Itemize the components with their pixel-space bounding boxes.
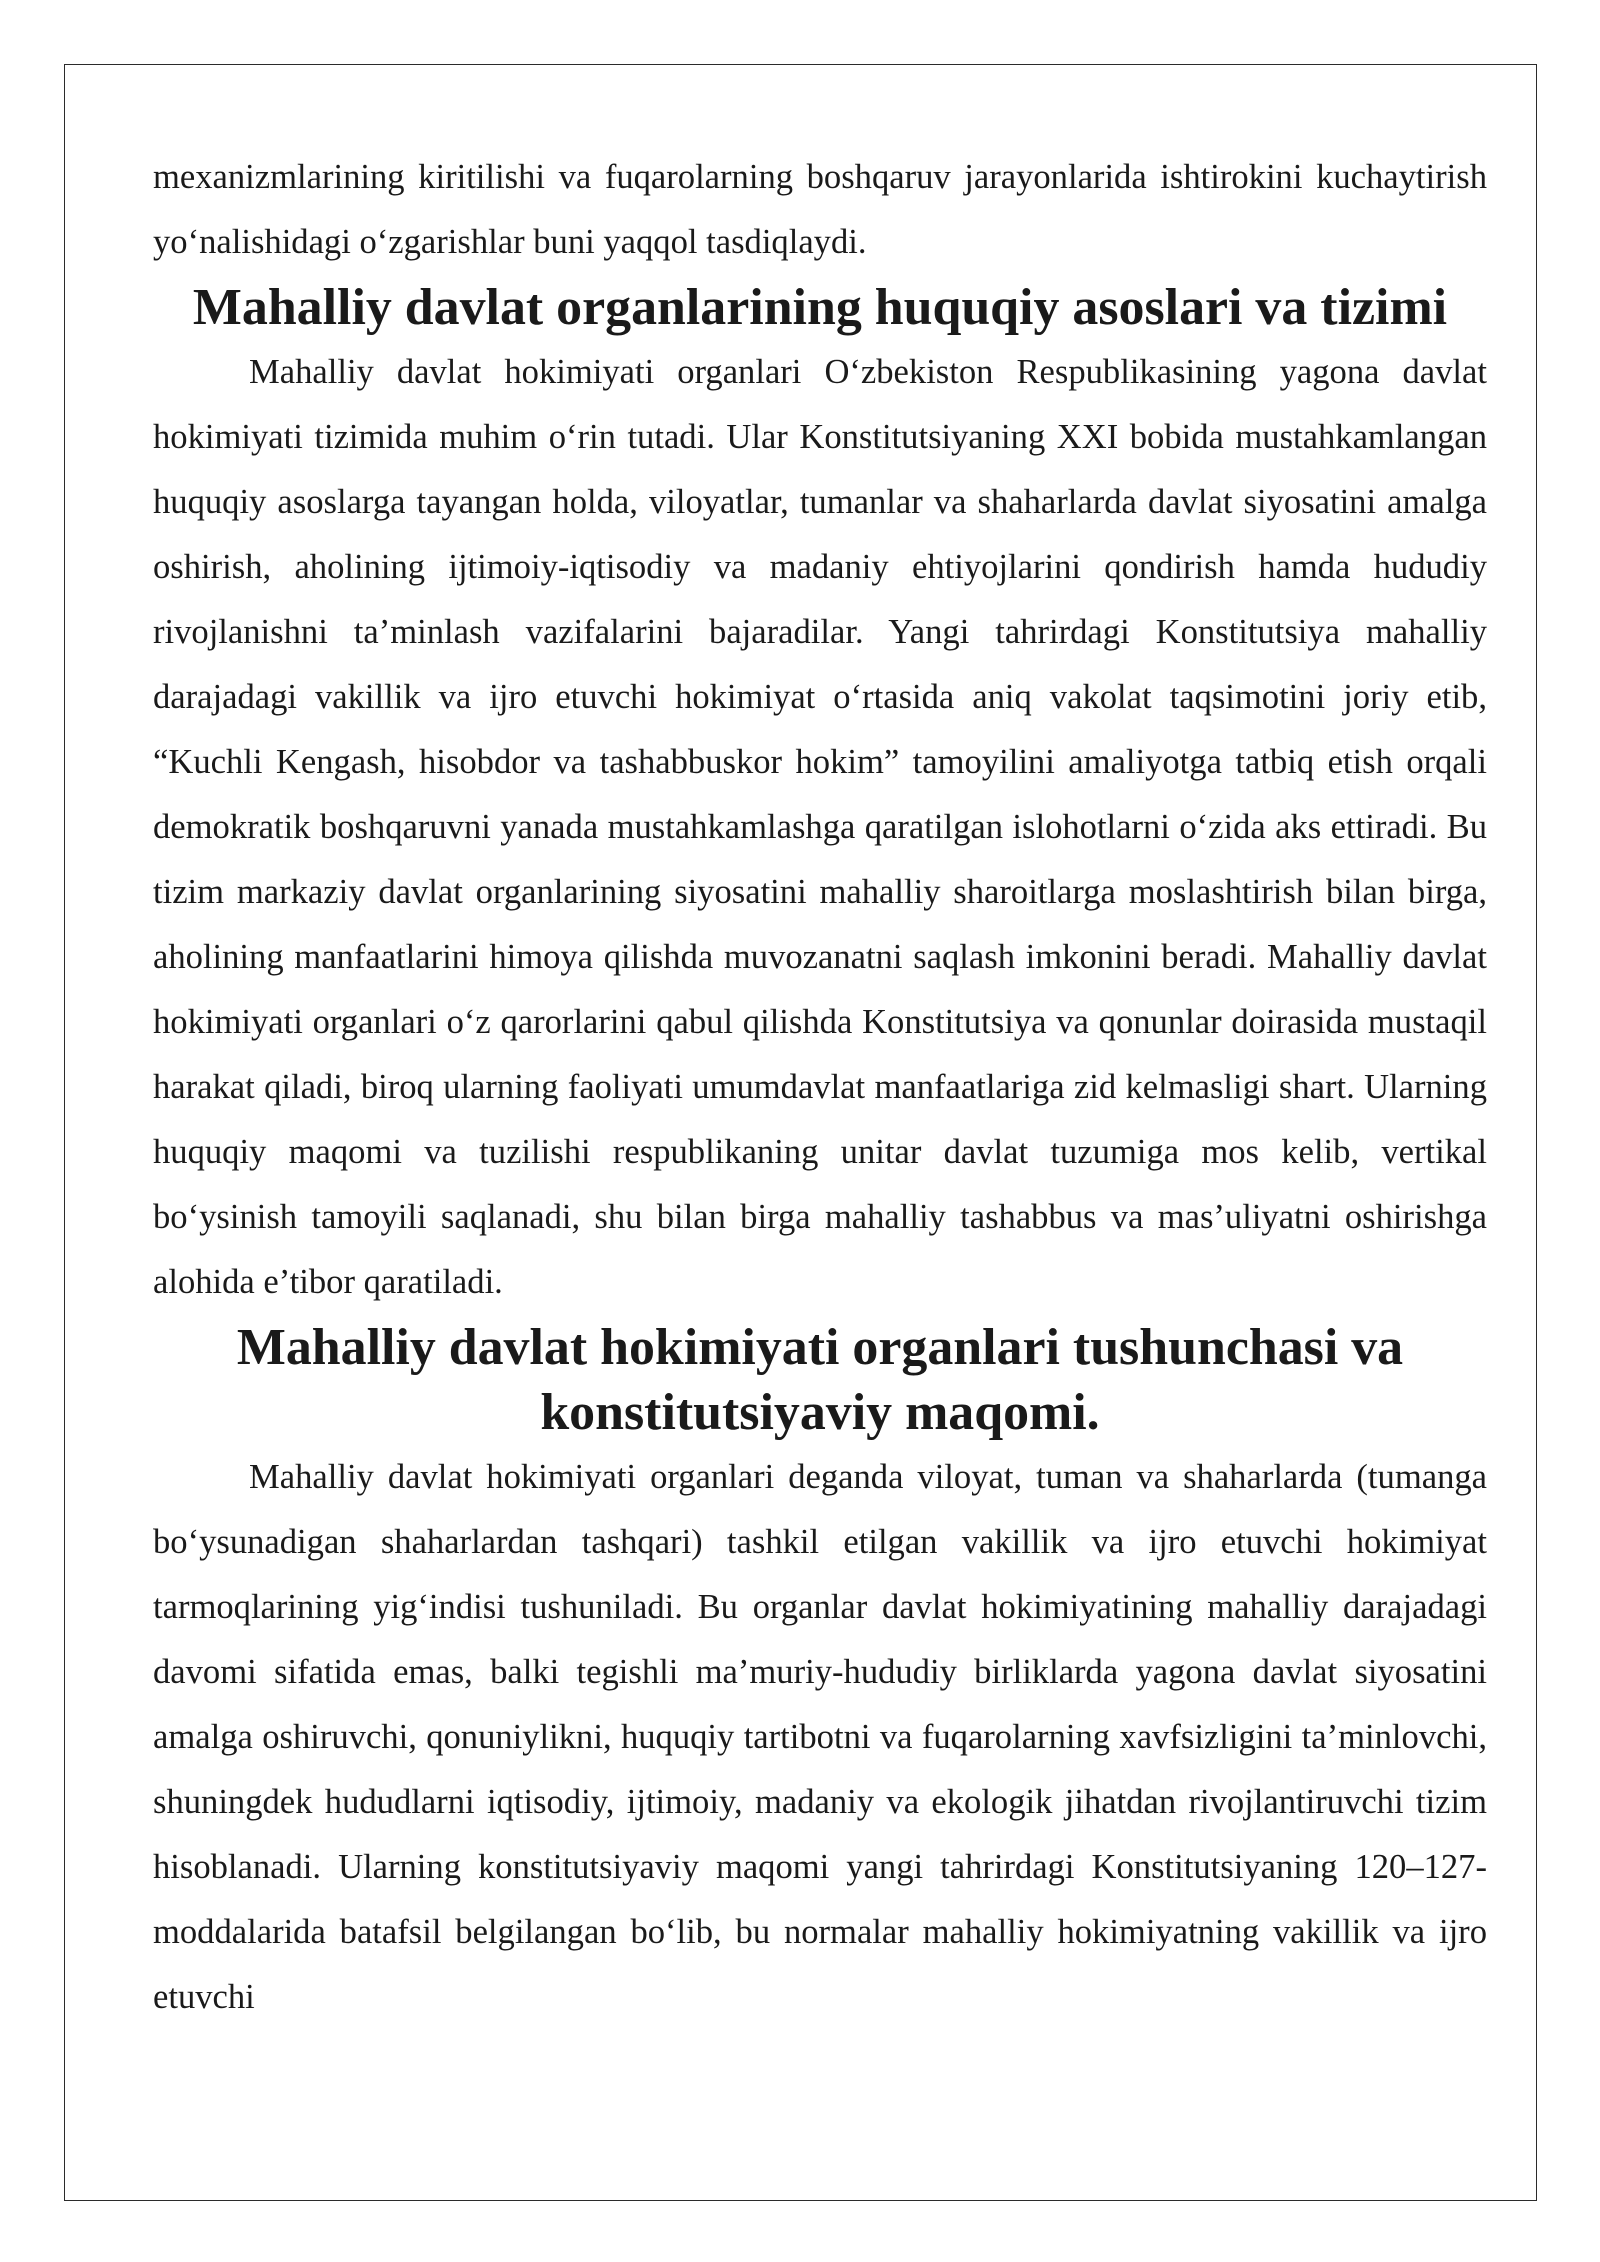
section-heading-constitutional-status: Mahalliy davlat hokimiyati organlari tushunchasi va konstitutsiyaviy maqomi. <box>236 1319 1404 1441</box>
document-body <box>153 145 1487 2030</box>
paragraph-constitutional-status: Mahalliy davlat hokimiyati organlari deganda viloyat, tuman va shaharlarda (tumanga bo‘ysunadigan shaharlardan tashqari) tashkil etilgan vakillik va ijro etuvchi hokimiyat tarmoqlarining yig‘indisi tushuniladi. Bu organlar davlat hokimiyatining mahalliy darajadagi davomi sifatida emas, balki tegishli ma’muriy-hududiy birliklarda yagona davlat siyosatini amalga oshiruvchi, qonuniylikni, huquqiy tartibotni va fuqarolarning xavfsizligini ta’minlovchi, shuningdek hududlarni iqtisodiy, ijtimoiy, madaniy va ekologik jihatdan rivojlantiruvchi tizim hisoblanadi. Ularning konstitutsiyaviy maqomi yangi tahrirdagi Konstitutsiyaning 120–127-moddalarida batafsil belgilangan bo‘lib, bu normalar mahalliy hokimiyatning vakillik va ijro etuvchi <box>153 1458 1487 2016</box>
section-heading-legal-basis: Mahalliy davlat organlarining huquqiy asoslari va tizimi <box>192 279 1448 336</box>
paragraph-legal-basis: Mahalliy davlat hokimiyati organlari O‘zbekiston Respublikasining yagona davlat hokimiyati tizimida muhim o‘rin tutadi. Ular Konstitutsiyaning XXI bobida mustahkamlangan huquqiy asoslarga tayangan holda, viloyatlar, tumanlar va shaharlarda davlat siyosatini amalga oshirish, aholining ijtimoiy-iqtisodiy va madaniy ehtiyojlarini qondirish hamda hududiy rivojlanishni ta’minlash vazifalarini bajaradilar. Yangi tahrirdagi Konstitutsiya mahalliy darajadagi vakillik va ijro etuvchi hokimiyat o‘rtasida aniq vakolat taqsimotini joriy etib, “Kuchli Kengash, hisobdor va tashabbuskor hokim” tamoyilini amaliyotga tatbiq etish orqali demokratik boshqaruvni yanada mustahkamlashga qaratilgan islohotlarni o‘zida aks ettiradi. Bu tizim markaziy davlat organlarining siyosatini mahalliy sharoitlarga moslashtirish bilan birga, aholining manfaatlarini himoya qilishda muvozanatni saqlash imkonini beradi. Mahalliy davlat hokimiyati organlari o‘z qarorlarini qabul qilishda Konstitutsiya va qonunlar doirasida mustaqil harakat qiladi, biroq ularning faoliyati umumdavlat manfaatlariga zid kelmasligi shart. Ularning huquqiy maqomi va tuzilishi respublikaning unitar davlat tuzumiga mos kelib, vertikal bo‘ysinish tamoyili saqlanadi, shu bilan birga mahalliy tashabbus va mas’uliyatni oshirishga alohida e’tibor qaratiladi. <box>153 353 1487 1301</box>
paragraph-continuation: mexanizmlarining kiritilishi va fuqarolarning boshqaruv jarayonlarida ishtirokini kuchaytirish yo‘nalishidagi o‘zgarishlar buni yaqqol tasdiqlaydi. <box>153 158 1487 261</box>
